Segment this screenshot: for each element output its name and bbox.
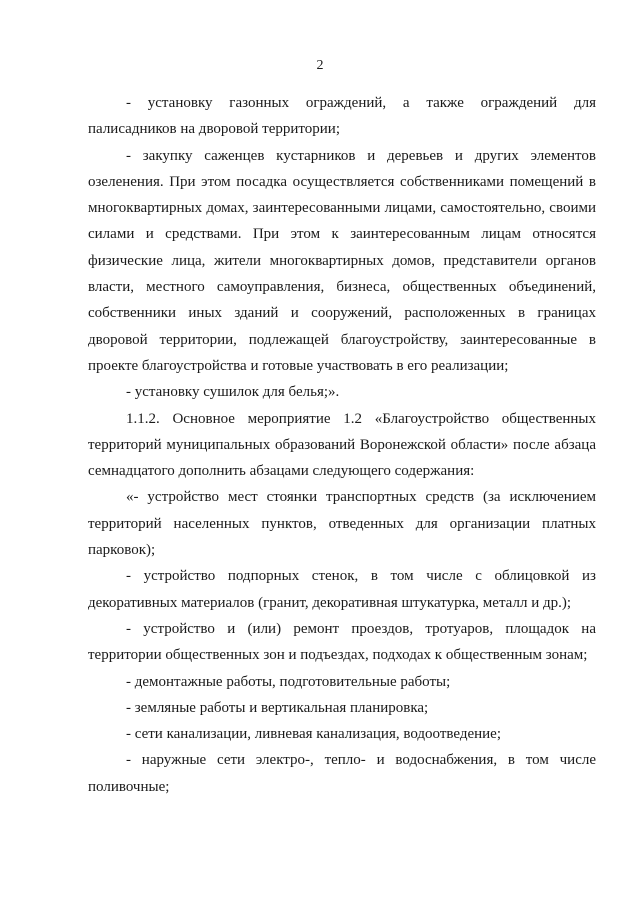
paragraph-sewerage: - сети канализации, ливневая канализация, водоотведение; [126, 726, 502, 743]
paragraph-parking: «- устройство мест стоянки транспортных средств (за исключением территорий населенных пунктов, отведенных для организации платных парковок); [88, 489, 596, 559]
page-number: 2 [316, 58, 324, 73]
paragraph-retaining-walls: - устройство подпорных стенок, в том числе с облицовкой из декоративных материалов (гранит, декоративная штукатурка, металл и др.); [88, 568, 596, 611]
document-body [88, 90, 596, 800]
paragraph-measure-1-2: 1.1.2. Основное мероприятие 1.2 «Благоустройство общественных территорий муниципальных образований Воронежской области» после абзаца семнадцатого дополнить абзацами следующего содержания: [88, 410, 596, 480]
paragraph-seedlings: - закупку саженцев кустарников и деревьев и других элементов озеленения. При этом посадка осуществляется собственниками помещений в многоквартирных домах, заинтересованными лицами, самостоятельно, своими силами и средствами. При этом к заинтересованным лицам относятся физические лица, жители многоквартирных домов, представители органов власти, местного самоуправления, бизнеса, общественных объединений, собственники иных зданий и сооружений, расположенных в границах дворовой территории, подлежащей благоустройству, заинтересованные в проекте благоустройства и готовые участвовать в его реализации; [88, 147, 596, 374]
paragraph-utility-networks: - наружные сети электро-, тепло- и водоснабжения, в том числе поливочные; [88, 752, 596, 795]
paragraph-earthworks: - земляные работы и вертикальная планировка; [126, 699, 429, 716]
paragraph-demolition: - демонтажные работы, подготовительные работы; [126, 673, 451, 690]
paragraph-lawn-fences: - установку газонных ограждений, а также ограждений для палисадников на дворовой территории; [88, 95, 596, 138]
paragraph-driveways: - устройство и (или) ремонт проездов, тротуаров, площадок на территории общественных зон и подъездах, подходах к общественным зонам; [88, 620, 596, 664]
paragraph-dryers: - установку сушилок для белья;». [126, 384, 340, 401]
